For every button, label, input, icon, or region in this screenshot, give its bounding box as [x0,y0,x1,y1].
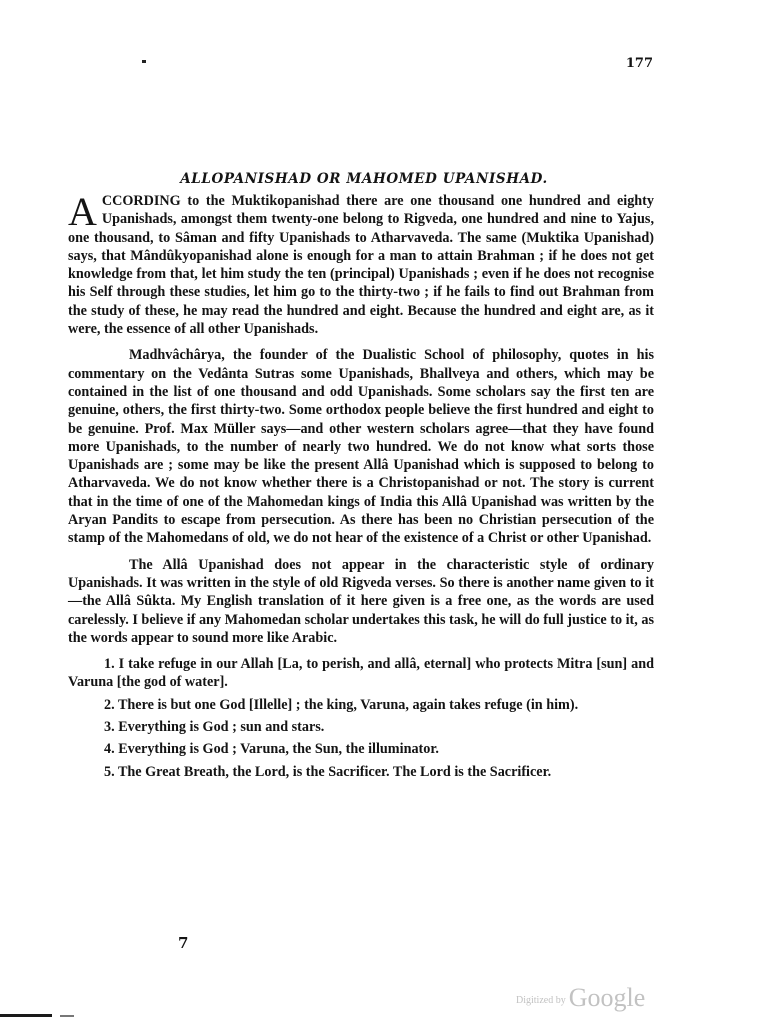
verse-3 [68,718,654,736]
verse-5 [68,763,654,781]
verse-text: Everything is God ; Varuna, the Sun, the illuminator. [118,741,439,758]
google-logo: Google [568,983,646,1012]
verse-number: 2. [104,696,115,713]
verse-number: 3. [104,719,115,736]
verse-2 [68,696,654,714]
verse-number: 1. [104,656,115,673]
scan-edge-mark [0,1014,52,1017]
verse-text: Everything is God ; sun and stars. [118,719,325,736]
ink-speck [142,60,146,63]
verse-4 [68,740,654,758]
signature-mark: 7 [178,934,189,952]
watermark-prefix: Digitized by [516,995,566,1006]
verse-text: The Great Breath, the Lord, is the Sacrificer. The Lord is the Sacrificer. [117,763,552,780]
verse-number: 4. [104,741,115,758]
verse-text: There is but one God [Illelle] ; the king, Varuna, again takes refuge (in him). [117,696,579,713]
drop-cap: A [68,189,97,234]
paragraph-2: Madhvâchârya, the founder of the Dualistic School of philosophy, quotes in his commentary on the Vedânta Sutras some Upanishads, Bhallveya and others, which may be contained in the list of one thousand and odd Upanishads. Some scholars say the first ten are genuine, others, the first thirty-two. Some orthodox people believe the first hundred and eight to be genuine. Prof. Max Müller says—and other western scholars agree—that they have found more Upanishads, to the number of nearly two hundred. We do not know what sorts those Upanishads are ; some may be like the present Allâ Upanishad which is supposed to belong to Atharvaveda. We do not know whether there is a Christopanishad or not. The story is current that in the time of one of the Mahomedan kings of India this Allâ Upanishad was written by the Aryan Pandits to escape from persecution. As there has been no Christian persecution of the stamp of the Mahomedans of old, we do not hear of the existence of a Christ or other Upanishad. [68,347,654,547]
paragraph-3: The Allâ Upanishad does not appear in the characteristic style of ordinary Upanishads. It was written in the style of old Rigveda verses. So there is another name given to it—the Allâ Sûkta. My English translation of it here given is a free one, as the words are used carelessly. I believe if any Mahomedan scholar undertakes this task, he will do full justice to it, as the words appear to sound more like Arabic. [68,556,654,646]
scan-edge-mark-small [60,1015,74,1017]
paragraph-1-text: CCORDING to the Muktikopanishad there are one thousand one hundred and eighty Upanishads, amongst them twenty-one belong to Rigveda, one hundred and nine to Yajus, one thousand, to Sâman and fifty Upanishads to Atharvaveda. The same (Muktika Upanishad) says, that Mândûkyopanishad alone is enough for a man to attain Brahman ; if he does not get knowledge from that, let him study the ten (principal) Upanishads ; even if he does not recognise his Self through these studies, let him go to the thirty-two ; if he fails to find out Brahman from the study of these, he may read the hundred and eight. Because the hundred and eight are, as it were, the essence of all other Upanishads. [68,193,654,338]
verse-number: 5. [104,763,115,780]
verse-text: I take refuge in our Allah [La, to perish, and allâ, eternal] who protects Mitra [sun] and Varuna [the god of water]. [68,656,654,691]
paragraph-1 [68,189,654,338]
chapter-title: ALLOPANISHAD OR MAHOMED UPANISHAD. [180,171,548,187]
google-watermark [516,983,645,1013]
body-text [68,189,654,785]
page-number: 177 [625,56,653,71]
verse-1 [68,655,654,692]
